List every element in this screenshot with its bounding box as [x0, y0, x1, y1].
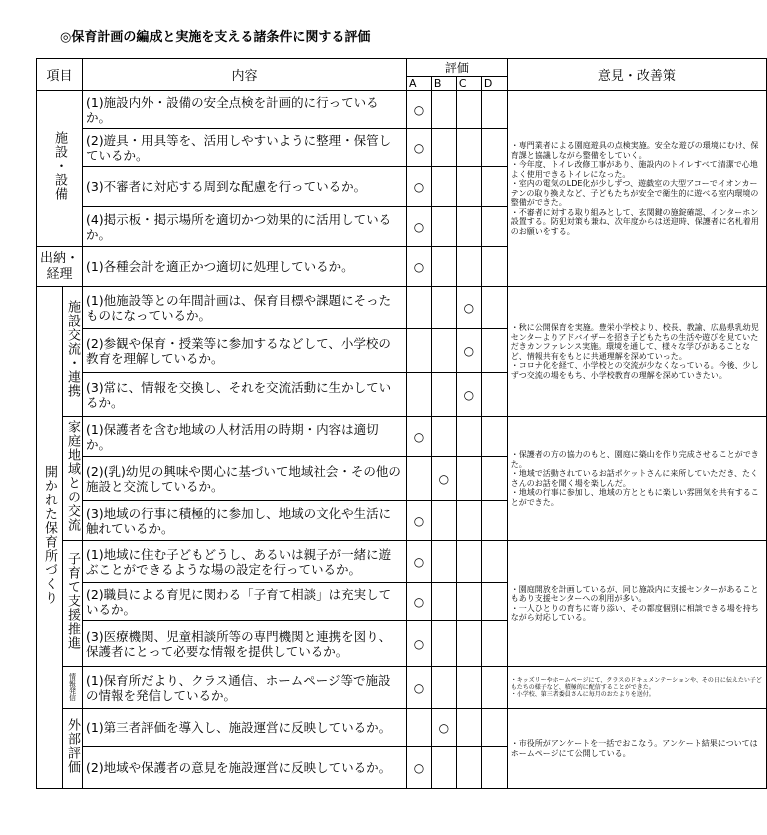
rating-cell [481, 329, 507, 373]
community-row-2: (2)(乳)幼児の興味や関心に基づいて地域社会・その他の施設と交流しているか。 [82, 457, 406, 501]
facility-row-3: (3)不審者に対応する周到な配慮を行っているか。 [82, 167, 406, 207]
rating-cell [431, 747, 456, 789]
support-row-2: (2)職員による育児に関わる「子育て相談」は充実しているか。 [82, 583, 406, 621]
rating-cell [431, 167, 456, 207]
rating-mark: ○ [413, 140, 425, 155]
rating-cell [456, 747, 481, 789]
evaluation-table [36, 58, 767, 789]
rating-cell [406, 247, 431, 287]
header-content: 内容 [82, 59, 406, 91]
rating-cell [456, 621, 481, 667]
rating-cell [406, 583, 431, 621]
rating-cell [431, 329, 456, 373]
header-item: 項目 [37, 59, 83, 91]
rating-cell [456, 583, 481, 621]
rating-cell [456, 91, 481, 129]
rating-mark: ○ [413, 594, 425, 609]
rating-mark: ○ [413, 554, 425, 569]
facility-row-2: (2)遊具・用具等を、活用しやすいように整理・保管しているか。 [82, 129, 406, 167]
section-evaluation-label: 外部評価 [62, 709, 82, 789]
rating-cell [481, 457, 507, 501]
rating-cell [431, 417, 456, 457]
rating-cell [481, 373, 507, 417]
rating-cell [481, 167, 507, 207]
exchange-row-3: (3)常に、情報を交換し、それを交流活動に生かしているか。 [82, 373, 406, 417]
rating-cell [481, 287, 507, 329]
rating-cell [456, 667, 481, 709]
rating-cell [456, 287, 481, 329]
rating-mark: ○ [413, 219, 425, 234]
exchange-opinion: ・秋に公開保育を実施。豊栄小学校より、校長、教諭、広島県乳幼児センターよりアドバイザーを招き子どもたちの生活や遊びを見ていただきカンファレンス実施。環境を通して、様々な学びがあることなど、情報共有をもとに共通理解を深めていった。 ・コロナ化を経て、小学校との交流が少なくなっている。今後、少しずつ交流の場をもち、小学校教育の理解を深めていきたい。 [507, 287, 766, 417]
rating-cell [481, 583, 507, 621]
rating-cell [481, 247, 507, 287]
rating-mark: ○ [413, 429, 425, 444]
community-opinion: ・保護者の方の協力のもと、園庭に築山を作り完成させることができた。 ・地域で活動されているお話ポケットさんに来所していただき、たくさんのお話を聞く場を楽しんだ。 ・地域の行事に参加し、地域の方とともに楽しい雰囲気を共有することができた。 [507, 417, 766, 541]
rating-mark: ○ [413, 102, 425, 117]
rating-cell [406, 167, 431, 207]
rating-cell [406, 417, 431, 457]
rating-cell [406, 709, 431, 747]
rating-mark: ○ [413, 259, 425, 274]
facility-row-1: (1)施設内外・設備の安全点検を計画的に行っているか。 [82, 91, 406, 129]
rating-mark: ○ [413, 636, 425, 651]
rating-cell [431, 709, 456, 747]
rating-cell [431, 287, 456, 329]
exchange-row-2: (2)参観や保育・授業等に参加するなどして、小学校の教育を理解しているか。 [82, 329, 406, 373]
section-accounting-label: 出納・経理 [37, 247, 83, 287]
grade-a-header: A [406, 77, 431, 91]
rating-cell [431, 129, 456, 167]
section-open-label: 開かれた保育所づくり [37, 287, 63, 789]
rating-cell [481, 129, 507, 167]
section-facility-label: 施設・設備 [37, 91, 83, 247]
rating-cell [456, 329, 481, 373]
rating-cell [431, 583, 456, 621]
rating-cell [481, 747, 507, 789]
rating-cell [431, 207, 456, 247]
rating-cell [456, 373, 481, 417]
rating-cell [481, 91, 507, 129]
rating-cell [406, 501, 431, 541]
grade-c-header: C [456, 77, 481, 91]
facility-opinion: ・専門業者による園庭遊具の点検実施。安全な遊びの環境にむけ、保育課と協議しながら整備をしていく。 ・今年度、トイレ改修工事があり、施設内のトイレすべて清潔で心地よく使用できるトイレになった。 ・室内の電気のLDE化が少しずつ、遊戯室の大型アコーでイオンカーテンの取り換えなど、子どもたちが安全で衛生的に遊べる室内環境の整備ができた。 ・不審者に対する取り組みとして、玄関鍵の施錠確認、インターホン設置する。防犯対策も兼ね、次年度からは送迎時、保護者に名札着用のお願いをする。 [507, 91, 766, 287]
info-opinion: ・キッズリーやホームページにて、クラスのドキュメンテーションや、その日に伝えたい子どもたちの様子など、積極的に配信することができた。 ・小学校、第三者委員さんに毎月のおたよりを送付。 [507, 667, 766, 709]
exchange-row-1: (1)他施設等との年間計画は、保育目標や課題にそったものになっているか。 [82, 287, 406, 329]
rating-cell [456, 129, 481, 167]
support-row-3: (3)医療機関、児童相談所等の専門機関と連携を図り、保護者にとって必要な情報を提供しているか。 [82, 621, 406, 667]
rating-cell [406, 287, 431, 329]
page-title: ◎保育計画の編成と実施を支える諸条件に関する評価 [60, 30, 371, 45]
rating-mark: ○ [413, 179, 425, 194]
rating-cell [481, 667, 507, 709]
grade-d-header: D [481, 77, 507, 91]
facility-row-4: (4)掲示板・掲示場所を適切かつ効果的に活用しているか。 [82, 207, 406, 247]
rating-mark: ○ [413, 513, 425, 528]
rating-cell [456, 501, 481, 541]
community-row-3: (3)地域の行事に積極的に参加し、地域の文化や生活に触れているか。 [82, 501, 406, 541]
rating-cell [431, 501, 456, 541]
section-exchange-label: 施設交流・連携 [62, 287, 82, 417]
section-support-label: 子育て支援推進 [62, 541, 82, 667]
rating-cell [406, 129, 431, 167]
header-opinion: 意見・改善策 [507, 59, 766, 91]
section-info-label: 情報発信 [62, 667, 82, 709]
rating-cell [431, 667, 456, 709]
rating-cell [456, 709, 481, 747]
rating-cell [481, 541, 507, 583]
rating-mark: ○ [413, 760, 425, 775]
evaluation-row-2: (2)地域や保護者の意見を施設運営に反映しているか。 [82, 747, 406, 789]
rating-cell [406, 747, 431, 789]
info-row-1: (1)保育所だより、クラス通信、ホームページ等で施設の情報を発信しているか。 [82, 667, 406, 709]
rating-cell [456, 247, 481, 287]
community-row-1: (1)保護者を含む地域の人材活用の時期・内容は適切か。 [82, 417, 406, 457]
rating-cell [406, 457, 431, 501]
rating-cell [481, 207, 507, 247]
rating-mark: ○ [463, 300, 475, 315]
rating-cell [406, 667, 431, 709]
rating-cell [406, 329, 431, 373]
rating-cell [456, 457, 481, 501]
support-row-1: (1)地域に住む子どもどうし、あるいは親子が一緒に遊ぶことができるような場の設定を行っているか。 [82, 541, 406, 583]
section-community-label: 家庭地域との交流 [62, 417, 82, 541]
evaluation-row-1: (1)第三者評価を導入し、施設運営に反映しているか。 [82, 709, 406, 747]
header-rating: 評価 [406, 59, 507, 77]
rating-cell [431, 373, 456, 417]
rating-cell [456, 417, 481, 457]
rating-cell [456, 167, 481, 207]
rating-cell [406, 373, 431, 417]
rating-cell [431, 621, 456, 667]
rating-cell [481, 501, 507, 541]
rating-cell [481, 621, 507, 667]
rating-cell [406, 91, 431, 129]
rating-cell [431, 541, 456, 583]
rating-cell [481, 417, 507, 457]
rating-cell [406, 621, 431, 667]
rating-cell [456, 207, 481, 247]
rating-cell [481, 709, 507, 747]
rating-cell [431, 247, 456, 287]
rating-mark: ○ [438, 720, 450, 735]
rating-mark: ○ [463, 343, 475, 358]
rating-mark: ○ [413, 680, 425, 695]
support-opinion: ・園庭開放を計画しているが、同じ施設内に支援センターがあることもあり支援センターへの利用が多い。 ・一人ひとりの育ちに寄り添い、その都度個別に相談できる場を持ちながら対応している。 [507, 541, 766, 667]
rating-cell [406, 207, 431, 247]
rating-cell [456, 541, 481, 583]
grade-b-header: B [431, 77, 456, 91]
evaluation-opinion: ・市役所がアンケートを一括でおこなう。アンケート結果についてはホームページにて公開している。 [507, 709, 766, 789]
accounting-row-1: (1)各種会計を適正かつ適切に処理しているか。 [82, 247, 406, 287]
rating-mark: ○ [438, 471, 450, 486]
rating-cell [406, 541, 431, 583]
rating-mark: ○ [463, 387, 475, 402]
rating-cell [431, 91, 456, 129]
rating-cell [431, 457, 456, 501]
